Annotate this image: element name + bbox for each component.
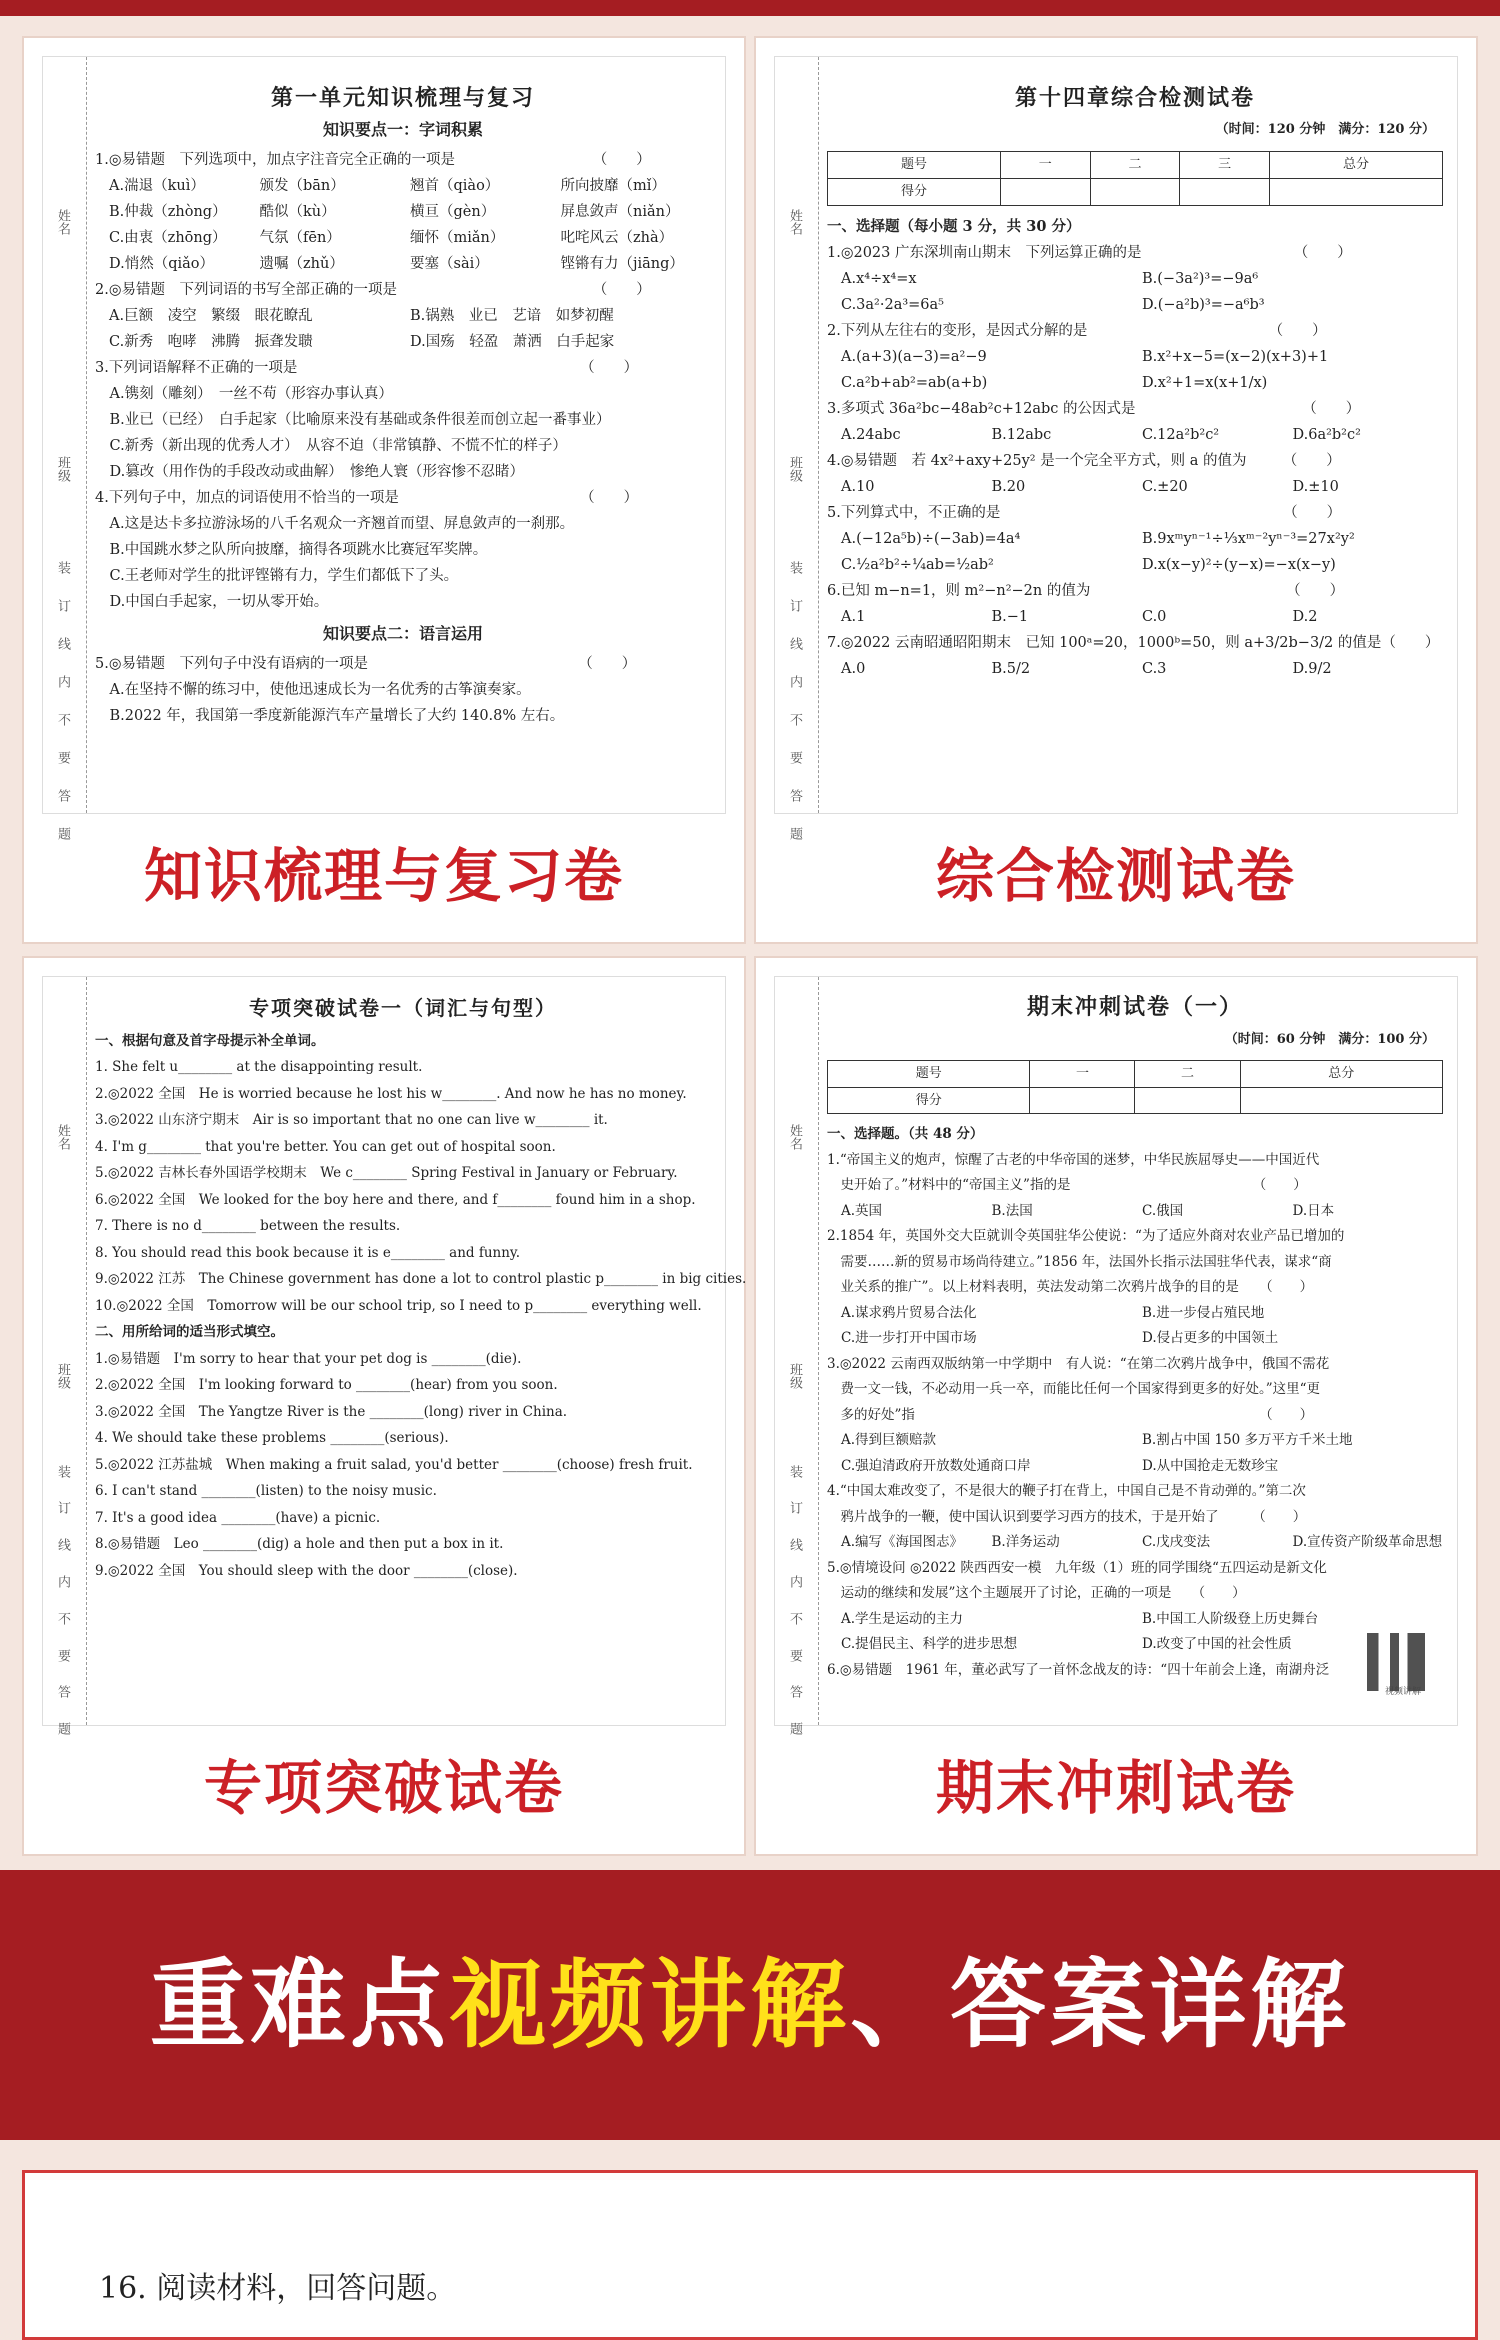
- option-row: [827, 1301, 1443, 1327]
- question-line: 5.◎情境设问 ◎2022 陕西西安一模 九年级（1）班的同学围绕“五四运动是新文化: [827, 1559, 1327, 1576]
- score-cell: 总分: [1270, 152, 1443, 179]
- paper-meta: （时间：60 分钟 满分：100 分）: [1224, 1031, 1435, 1047]
- score-cell: 得分: [828, 179, 1001, 206]
- option: B.9xᵐyⁿ⁻¹÷⅓xᵐ⁻²yⁿ⁻³=27x²y²: [1142, 531, 1355, 547]
- option: A.英国: [841, 1202, 883, 1219]
- question-text: 16. 阅读材料，回答问题。: [99, 2271, 457, 2306]
- option-row: [95, 225, 711, 251]
- rail-label: 要: [55, 750, 70, 764]
- card-caption: 知识梳理与复习卷: [143, 842, 624, 910]
- option: B.法国: [991, 1202, 1033, 1219]
- question-line: 5.◎易错题 下列句子中没有语病的一项是 （ ）: [95, 656, 637, 672]
- rail-label: 不: [787, 712, 802, 726]
- question-line: 1.◎易错题 下列选项中，加点字注音完全正确的一项是 （ ）: [95, 152, 651, 168]
- question-line: 6.◎易错题 1961 年，董必武写了一首怀念战友的诗：“四十年前会上逢，南湖舟泛: [827, 1661, 1330, 1678]
- option: B.20: [991, 479, 1026, 495]
- section-heading: 二、用所给词的适当形式填空。: [95, 1324, 284, 1340]
- paper-lines: [827, 1122, 1443, 1683]
- paper-content: [95, 977, 747, 1725]
- rail-label: 订: [55, 1501, 70, 1515]
- score-cell: 一: [1030, 1061, 1135, 1088]
- rail-label: 内: [787, 1575, 802, 1588]
- card-caption: 综合检测试卷: [935, 842, 1296, 910]
- card-caption: 专项突破试卷: [203, 1754, 564, 1822]
- question-line: A.镌刻（雕刻） 一丝不苟（形容办事认真）: [95, 386, 393, 402]
- option: D.6a²b²c²: [1292, 427, 1361, 443]
- card-final-sprint: [754, 956, 1478, 1856]
- option: C.3: [1142, 661, 1167, 677]
- option-row: [827, 474, 1443, 500]
- question-line: B.中国跳水梦之队所向披靡，摘得各项跳水比赛冠军奖牌。: [95, 542, 488, 558]
- question-line: 需要……新的贸易市场尚待建立。”1856 年，法国外长指示法国驻华代表，谋求“商: [827, 1253, 1332, 1270]
- qr-caption: 视频讲解: [1384, 1686, 1421, 1697]
- option: 遗嘱（zhǔ）: [259, 256, 344, 272]
- option: A.(a+3)(a−3)=a²−9: [841, 349, 987, 365]
- rail-label: 要: [55, 1648, 70, 1662]
- option: D.悄然（qiǎo）: [109, 256, 215, 272]
- question-line: 鸦片战争的一鞭，使中国认识到要学习西方的技术，于是开始了 （ ）: [827, 1508, 1307, 1525]
- option-row: [827, 526, 1443, 552]
- question-line: A.这是达卡多拉游泳场的八千名观众一齐翘首而望、屏息敛声的一刹那。: [95, 516, 575, 532]
- option: 铿锵有力（jiāng）: [560, 256, 684, 272]
- question-line: 4.◎易错题 若 4x²+axy+25y² 是一个完全平方式，则 a 的值为 （ ）: [827, 453, 1341, 469]
- question-line: 8.◎易错题 Leo ________(dig) a hole and then put a box in it.: [95, 1536, 504, 1552]
- question-line: 3.◎2022 全国 The Yangtze River is the ________(long) river in China.: [95, 1403, 568, 1420]
- option: 横亘（gèn）: [410, 204, 496, 220]
- rail-label: 题: [55, 1722, 70, 1736]
- option: C.0: [1142, 609, 1167, 625]
- option-row: [95, 173, 711, 199]
- question-line: 1.“帝国主义的炮声，惊醒了古老的中华帝国的迷梦，中华民族屈辱史——中国近代: [827, 1151, 1320, 1168]
- option: B.进一步侵占殖民地: [1142, 1304, 1265, 1321]
- option: A.(−12a⁵b)÷(−3ab)=4a⁴: [841, 531, 1021, 547]
- option-row: [827, 1530, 1443, 1556]
- rail-label: 订: [55, 598, 70, 612]
- question-line: 2.◎易错题 下列词语的书写全部正确的一项是 （ ）: [95, 282, 651, 298]
- card-comprehensive-test: [754, 36, 1478, 944]
- rail-label: 答: [787, 788, 802, 802]
- option: C.俄国: [1142, 1202, 1184, 1219]
- option-row: [827, 1607, 1443, 1633]
- option-row: [827, 292, 1443, 318]
- option-row: [95, 199, 711, 225]
- rail-label: 装: [55, 560, 70, 574]
- paper-meta: （时间：120 分钟 满分：120 分）: [1215, 122, 1435, 137]
- paper-lines: [95, 117, 711, 729]
- option-row: [827, 266, 1443, 292]
- section-subtitle: 知识要点一：字词积累: [322, 120, 483, 139]
- question-line: 10.◎2022 全国 Tomorrow will be our school trip, so I need to p________ everything well.: [95, 1297, 702, 1314]
- rail-label: 要: [787, 1648, 802, 1662]
- question-line: 8. You should read this book because it is e________ and funny.: [95, 1244, 521, 1261]
- score-table: [827, 151, 1443, 206]
- question-line: 7. It's a good idea ________(have) a picnic.: [95, 1509, 381, 1526]
- question-line: 6. I can't stand ________(listen) to the noisy music.: [95, 1483, 437, 1499]
- option: A.编写《海国图志》: [841, 1534, 964, 1550]
- paper-content: [827, 977, 1443, 1725]
- rail-label: 答: [55, 788, 70, 802]
- option: A.湍退（kuì）: [109, 178, 205, 194]
- question-line: 业关系的推广”。以上材料表明，英法发动第二次鸦片战争的目的是 （ ）: [827, 1279, 1314, 1295]
- rail-label: 班级: [55, 1363, 70, 1390]
- rail-label: 姓名: [55, 209, 70, 235]
- option: C.戊戌变法: [1142, 1534, 1211, 1550]
- option-row: [827, 604, 1443, 630]
- section-heading: 一、选择题（每小题 3 分，共 30 分）: [827, 218, 1081, 235]
- rail-label: 班级: [787, 456, 802, 482]
- question-line: 5.◎2022 吉林长春外国语学校期末 We c________ Spring Festival in January or February.: [95, 1165, 678, 1181]
- question-line: 7. There is no d________ between the results.: [95, 1218, 401, 1234]
- score-row: [828, 1061, 1443, 1088]
- option: A.10: [841, 479, 875, 495]
- rail-label: 装: [787, 1464, 802, 1478]
- rail-label: 内: [787, 674, 802, 688]
- question-line: 3.多项式 36a²bc−48ab²c+12abc 的公因式是 （ ）: [827, 401, 1361, 417]
- question-line: 2.◎2022 全国 He is worried because he lost his w________. And now he has no money.: [95, 1085, 687, 1102]
- banner-headline: [0, 1930, 1500, 2080]
- score-table: [827, 1060, 1443, 1114]
- option-row: [827, 1199, 1443, 1225]
- rail-label: 装: [55, 1464, 70, 1478]
- score-cell: [1180, 179, 1270, 206]
- option: B.12abc: [991, 427, 1052, 443]
- option: 所向披靡（mǐ）: [560, 178, 666, 194]
- question-line: 4. We should take these problems ________(serious).: [95, 1430, 449, 1446]
- question-line: 9.◎2022 江苏 The Chinese government has done a lot to control plastic p________ in big cities.: [95, 1271, 747, 1287]
- paper-sheet: [42, 56, 726, 840]
- paper-lines: [95, 1028, 747, 1585]
- option: 叱咤风云（zhà）: [560, 230, 674, 246]
- rail-label: 线: [55, 1538, 70, 1552]
- option-row: [827, 1326, 1443, 1352]
- question-line: 3.◎2022 云南西双版纳第一中学期中 有人说：“在第二次鸦片战争中，俄国不需花: [827, 1355, 1330, 1372]
- option: C.由衷（zhōng）: [109, 230, 227, 246]
- paper-content: [95, 57, 711, 813]
- paper-sheet: [42, 976, 747, 1736]
- option-row: [827, 552, 1443, 578]
- option: C.±20: [1142, 479, 1188, 495]
- option: D.x²+1=x(x+1/x): [1142, 375, 1268, 391]
- paper-sheet: [774, 56, 1458, 840]
- score-cell: [1030, 1087, 1135, 1114]
- question-line: 6.◎2022 全国 We looked for the boy here and there, and f________ found him in a shop.: [95, 1191, 696, 1208]
- section-subtitle: 知识要点二：语言运用: [322, 624, 483, 643]
- score-cell: 题号: [828, 1061, 1030, 1088]
- option: A.0: [841, 661, 866, 677]
- option: C.提倡民主、科学的进步思想: [841, 1636, 1018, 1652]
- question-line: 2.下列从左往右的变形，是因式分解的是 （ ）: [827, 323, 1327, 339]
- option: B.洋务运动: [991, 1534, 1060, 1550]
- paper-title: 期末冲刺试卷（一）: [1026, 994, 1243, 1020]
- score-cell: 三: [1180, 152, 1270, 179]
- question-line: D.篡改（用作伪的手段改动或曲解） 惨绝人寰（形容惨不忍睹）: [95, 464, 524, 480]
- option: B.x²+x−5=(x−2)(x+3)+1: [1142, 349, 1329, 365]
- section-heading: 一、选择题。（共 48 分）: [827, 1126, 984, 1142]
- rail-label: 装: [787, 560, 802, 574]
- question-line: D.中国白手起家，一切从零开始。: [95, 594, 329, 610]
- question-line: 2.1854 年，英国外交大臣就训令英国驻华公使说：“为了适应外商对农业产品已增加的: [827, 1228, 1345, 1244]
- score-cell: [1090, 179, 1180, 206]
- question-line: 1.◎2023 广东深圳南山期末 下列运算正确的是 （ ）: [827, 245, 1352, 261]
- score-cell: [1000, 179, 1090, 206]
- option: A.学生是运动的主力: [841, 1610, 964, 1627]
- option: A.谋求鸦片贸易合法化: [841, 1304, 977, 1321]
- option-row: [827, 1454, 1443, 1480]
- option: A.1: [841, 609, 866, 625]
- question-line: 史开始了。”材料中的“帝国主义”指的是 （ ）: [827, 1177, 1307, 1193]
- binding-margin: [43, 977, 87, 1736]
- option: A.x⁴÷x⁴=x: [841, 271, 917, 287]
- question-line: 2.◎2022 全国 I'm looking forward to ________(hear) from you soon.: [95, 1377, 558, 1393]
- section-heading: 一、根据句意及首字母提示补全单词。: [95, 1032, 325, 1049]
- rail-label: 不: [55, 712, 70, 726]
- question-line: 5.◎2022 江苏盐城 When making a fruit salad, you'd better ________(choose) fresh fruit.: [95, 1456, 693, 1473]
- score-cell: 二: [1090, 152, 1180, 179]
- promo-banner: [0, 1870, 1500, 2140]
- question-line: B.2022 年，我国第一季度新能源汽车产量增长了大约 140.8% 左右。: [95, 708, 565, 724]
- card-caption: 期末冲刺试卷: [935, 1754, 1296, 1822]
- option-row: [95, 251, 711, 277]
- option: B.割占中国 150 多万平方千米土地: [1142, 1432, 1353, 1448]
- option-row: [827, 656, 1443, 682]
- option: B.−1: [991, 609, 1029, 625]
- question-line: B.业已（已经） 白手起家（比喻原来没有基础或条件很差而创立起一番事业）: [95, 412, 611, 428]
- question-line: 4. I'm g________ that you're better. You can get out of hospital soon.: [95, 1138, 556, 1155]
- binding-margin: [775, 57, 819, 840]
- question-line: 3.◎2022 山东济宁期末 Air is so important that no one can live w________ it.: [95, 1112, 608, 1128]
- option: D.2: [1292, 609, 1318, 625]
- option: 颁发（bān）: [259, 178, 345, 194]
- option: B.仲裁（zhòng）: [109, 204, 227, 220]
- option: D.国殇 轻盈 萧洒 白手起家: [410, 334, 615, 350]
- score-row: [828, 1087, 1443, 1114]
- option: B.5/2: [991, 661, 1031, 677]
- rail-label: 题: [55, 826, 70, 840]
- option: C.a²b+ab²=ab(a+b): [841, 375, 988, 391]
- rail-label: 内: [55, 674, 70, 688]
- option-row: [827, 1428, 1443, 1454]
- option-row: [95, 329, 711, 355]
- rail-label: 姓名: [787, 209, 802, 235]
- option: C.3a²·2a³=6a⁵: [841, 297, 944, 313]
- rail-label: 不: [55, 1611, 70, 1625]
- option-row: [827, 422, 1443, 448]
- option-row: [827, 344, 1443, 370]
- question-line: 7.◎2022 云南昭通昭阳期末 已知 100ᵃ=20，1000ᵇ=50，则 a+3/2b−3/2 的值是（ ）: [827, 635, 1440, 651]
- rail-label: 题: [787, 1722, 802, 1736]
- paper-title: 专项突破试卷一（词汇与句型）: [249, 996, 557, 1020]
- binding-margin: [775, 977, 819, 1736]
- score-cell: [1270, 179, 1443, 206]
- rail-label: 内: [55, 1575, 70, 1588]
- question-line: 运动的继续和发展”这个主题展开了讨论，正确的一项是 （ ）: [827, 1585, 1246, 1601]
- question-line: 6.已知 m−n=1，则 m²−n²−2n 的值为 （ ）: [827, 583, 1345, 599]
- rail-label: 线: [787, 636, 802, 650]
- rail-label: 姓名: [55, 1124, 70, 1151]
- score-cell: 总分: [1240, 1061, 1442, 1088]
- option-row: [95, 303, 711, 329]
- rail-label: 线: [787, 1538, 802, 1552]
- question-line: C.王老师对学生的批评铿锵有力，学生们都低下了头。: [95, 568, 459, 584]
- rail-label: 班级: [55, 456, 70, 482]
- option: B.中国工人阶级登上历史舞台: [1142, 1610, 1319, 1627]
- paper-lines: [827, 214, 1443, 682]
- question-line: 5.下列算式中，不正确的是 （ ）: [827, 505, 1342, 521]
- question-line: 费一文一钱，不必动用一兵一卒，而能比任何一个国家得到更多的好处。”这里“更: [827, 1381, 1321, 1397]
- rail-label: 题: [787, 826, 802, 840]
- option: 要塞（sài）: [410, 256, 489, 272]
- option-row: [827, 1632, 1443, 1658]
- banner-part1: 重难点: [150, 1949, 450, 2061]
- option: D.从中国抢走无数珍宝: [1142, 1457, 1279, 1474]
- question-line: 9.◎2022 全国 You should sleep with the door ________(close).: [95, 1562, 518, 1579]
- paper-title: 第十四章综合检测试卷: [1014, 85, 1255, 111]
- option: D.±10: [1292, 479, 1339, 495]
- paper-title: 第一单元知识梳理与复习: [270, 85, 535, 111]
- rail-label: 姓名: [787, 1124, 802, 1151]
- score-cell: [1240, 1087, 1442, 1114]
- option: D.x(x−y)²÷(y−x)=−x(x−y): [1142, 557, 1336, 573]
- card-special-breakthrough: [22, 956, 746, 1856]
- option: 屏息敛声（niǎn）: [560, 204, 680, 220]
- option: C.12a²b²c²: [1142, 427, 1220, 443]
- option: D.(−a²b)³=−a⁶b³: [1142, 297, 1265, 313]
- option: B.锅熟 业已 艺谙 如梦初醒: [410, 308, 614, 324]
- option: C.进一步打开中国市场: [841, 1330, 977, 1346]
- rail-label: 答: [787, 1685, 802, 1699]
- score-row: [828, 179, 1443, 206]
- question-line: 1.◎易错题 I'm sorry to hear that your pet dog is ________(die).: [95, 1350, 522, 1367]
- rail-label: 订: [787, 598, 802, 612]
- rail-label: 答: [55, 1685, 70, 1699]
- score-cell: [1135, 1087, 1240, 1114]
- score-row: [828, 152, 1443, 179]
- question-line: 1. She felt u________ at the disappointing result.: [95, 1059, 423, 1075]
- option: D.日本: [1292, 1202, 1335, 1219]
- option: D.侵占更多的中国领土: [1142, 1330, 1279, 1346]
- question-line: 4.下列句子中，加点的词语使用不恰当的一项是 （ ）: [95, 490, 639, 506]
- score-cell: 得分: [828, 1087, 1030, 1114]
- option: 气氛（fēn）: [259, 230, 341, 246]
- option: C.新秀 咆哮 沸腾 振聋发聩: [109, 334, 313, 350]
- banner-part3: 、答案详解: [850, 1949, 1350, 2061]
- rail-label: 线: [55, 636, 70, 650]
- score-cell: 二: [1135, 1061, 1240, 1088]
- option: 翘首（qiào）: [410, 178, 500, 194]
- card-knowledge-review: [22, 36, 746, 944]
- option: B.(−3a²)³=−9a⁶: [1142, 271, 1259, 287]
- score-cell: 一: [1000, 152, 1090, 179]
- answer-preview-card: [22, 2170, 1478, 2340]
- option-row: [827, 370, 1443, 396]
- rail-label: 要: [787, 750, 802, 764]
- option: A.巨额 凌空 繁缀 眼花瞭乱: [109, 308, 313, 324]
- option: 缅怀（miǎn）: [410, 230, 505, 246]
- rail-label: 订: [787, 1501, 802, 1515]
- question-line: 多的好处”指 （ ）: [827, 1406, 1314, 1423]
- question-line: 4.“中国太难改变了，不是很大的鞭子打在背上，中国自己是不肯动弹的。”第二次: [827, 1483, 1306, 1499]
- banner-highlight: 视频讲解: [450, 1949, 850, 2061]
- option: C.½a²b²÷¼ab=½ab²: [841, 557, 994, 573]
- paper-sheet: [774, 976, 1458, 1736]
- score-cell: 题号: [828, 152, 1001, 179]
- question-line: 3.下列词语解释不正确的一项是 （ ）: [95, 360, 639, 376]
- top-band: [0, 0, 1500, 16]
- option: C.强迫清政府开放数处通商口岸: [841, 1457, 1031, 1474]
- option: A.得到巨额赔款: [841, 1432, 937, 1448]
- rail-label: 班级: [787, 1363, 802, 1390]
- rail-label: 不: [787, 1611, 802, 1625]
- option: D.改变了中国的社会性质: [1142, 1636, 1292, 1652]
- option: A.24abc: [841, 427, 901, 443]
- question-line: A.在坚持不懈的练习中，使他迅速成长为一名优秀的古筝演奏家。: [95, 682, 531, 698]
- option: 酷似（kù）: [259, 204, 336, 220]
- question-line: C.新秀（新出现的优秀人才） 从容不迫（非常镇静、不慌不忙的样子）: [95, 438, 567, 454]
- option: D.9/2: [1292, 661, 1332, 677]
- option: D.宣传资产阶级革命思想: [1292, 1534, 1443, 1550]
- paper-content: [827, 57, 1443, 813]
- binding-margin: [43, 57, 87, 840]
